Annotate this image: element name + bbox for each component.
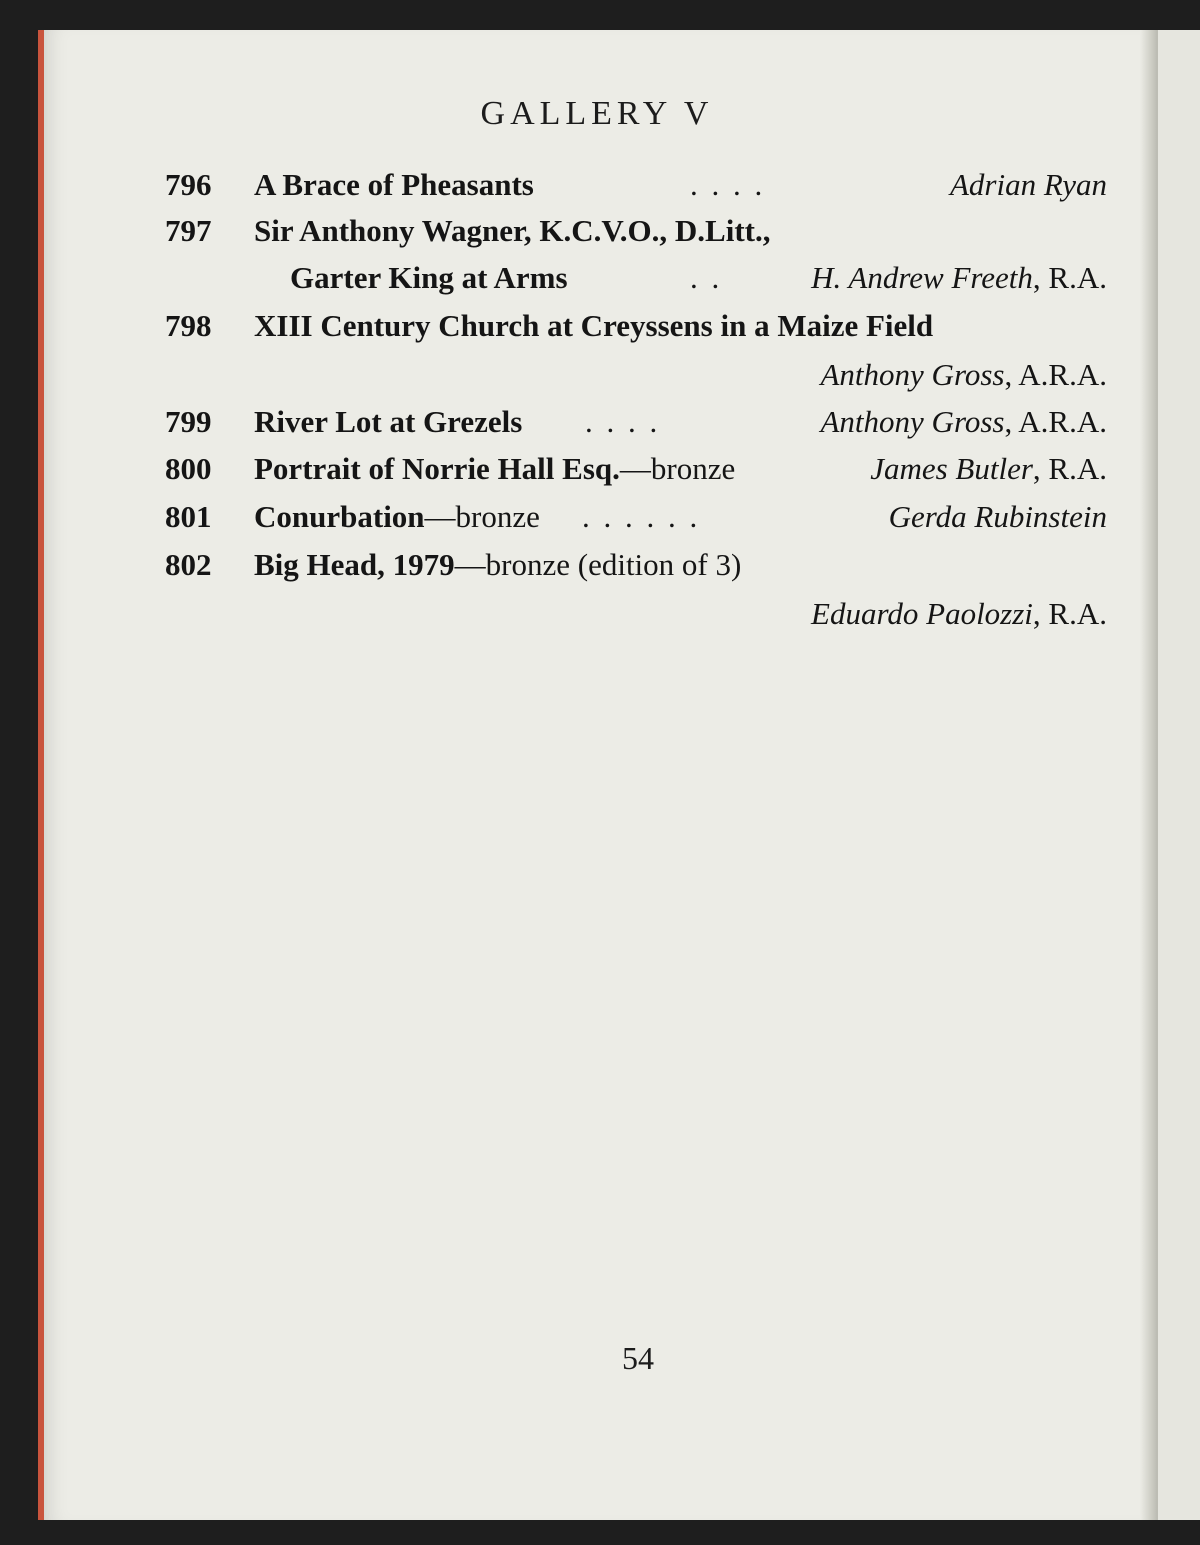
entry-number: 796 (165, 167, 212, 202)
artist-suffix: , A.R.A. (1004, 357, 1107, 392)
entry-title-text: Conurbation (254, 499, 425, 534)
catalogue-entry-continuation (0, 357, 1200, 403)
entry-number: 797 (165, 213, 212, 248)
leader-dots: . . . . (690, 167, 766, 202)
entry-medium: —bronze (619, 451, 736, 486)
entry-artist (811, 260, 1107, 296)
catalogue-entry (0, 213, 1200, 259)
entry-artist (950, 167, 1107, 203)
entry-number: 799 (165, 404, 212, 439)
entry-title (254, 451, 735, 487)
artist-name: Gerda Rubinstein (888, 499, 1107, 534)
entry-artist (889, 499, 1107, 535)
catalogue-entry-continuation (0, 260, 1200, 306)
leader-dots: . . (690, 260, 723, 295)
entry-medium: —bronze (424, 499, 540, 534)
catalogue-entry (0, 308, 1200, 354)
entry-title-text: Portrait of Norrie Hall Esq. (254, 451, 620, 486)
artist-name: Adrian Ryan (950, 167, 1107, 202)
gallery-heading: GALLERY V (480, 95, 714, 132)
entry-title: XIII Century Church at Creyssens in a Maize Field (254, 308, 934, 343)
entry-number: 800 (165, 451, 212, 486)
artist-suffix: , R.A. (1032, 596, 1107, 631)
artist-suffix: , R.A. (1032, 451, 1107, 486)
entry-title-line2: Garter King at Arms (290, 260, 568, 295)
catalogue-entry-continuation (0, 596, 1200, 642)
entry-title: Sir Anthony Wagner, K.C.V.O., D.Litt., (254, 213, 771, 248)
entry-artist (821, 404, 1108, 440)
entry-title (254, 547, 741, 583)
artist-name: H. Andrew Freeth (811, 260, 1033, 295)
catalogue-entry (0, 167, 1200, 213)
catalogue-entry (0, 499, 1200, 545)
catalogue-entry (0, 547, 1200, 593)
entry-number: 802 (165, 547, 212, 582)
leader-dots: . . . . (585, 404, 661, 439)
artist-suffix: , R.A. (1032, 260, 1107, 295)
page-number: 54 (622, 1340, 654, 1376)
entry-medium: —bronze (edition of 3) (454, 547, 742, 582)
artist-name: Anthony Gross (820, 404, 1005, 439)
artist-name: Eduardo Paolozzi (811, 596, 1033, 631)
artist-name: James Butler (870, 451, 1033, 486)
leader-dots: . . . . . . (582, 499, 701, 534)
artist-suffix: , A.R.A. (1004, 404, 1107, 439)
entry-artist (811, 596, 1107, 632)
entry-artist (870, 451, 1107, 487)
entry-number: 798 (165, 308, 212, 343)
catalogue-entry (0, 451, 1200, 497)
entry-number: 801 (165, 499, 212, 534)
entry-title: A Brace of Pheasants (254, 167, 534, 202)
artist-name: Anthony Gross (820, 357, 1005, 392)
entry-title (254, 499, 540, 535)
catalogue-entry (0, 404, 1200, 450)
entry-artist (821, 357, 1108, 393)
entry-title: River Lot at Grezels (254, 404, 523, 439)
entry-title-text: Big Head, 1979 (254, 547, 455, 582)
